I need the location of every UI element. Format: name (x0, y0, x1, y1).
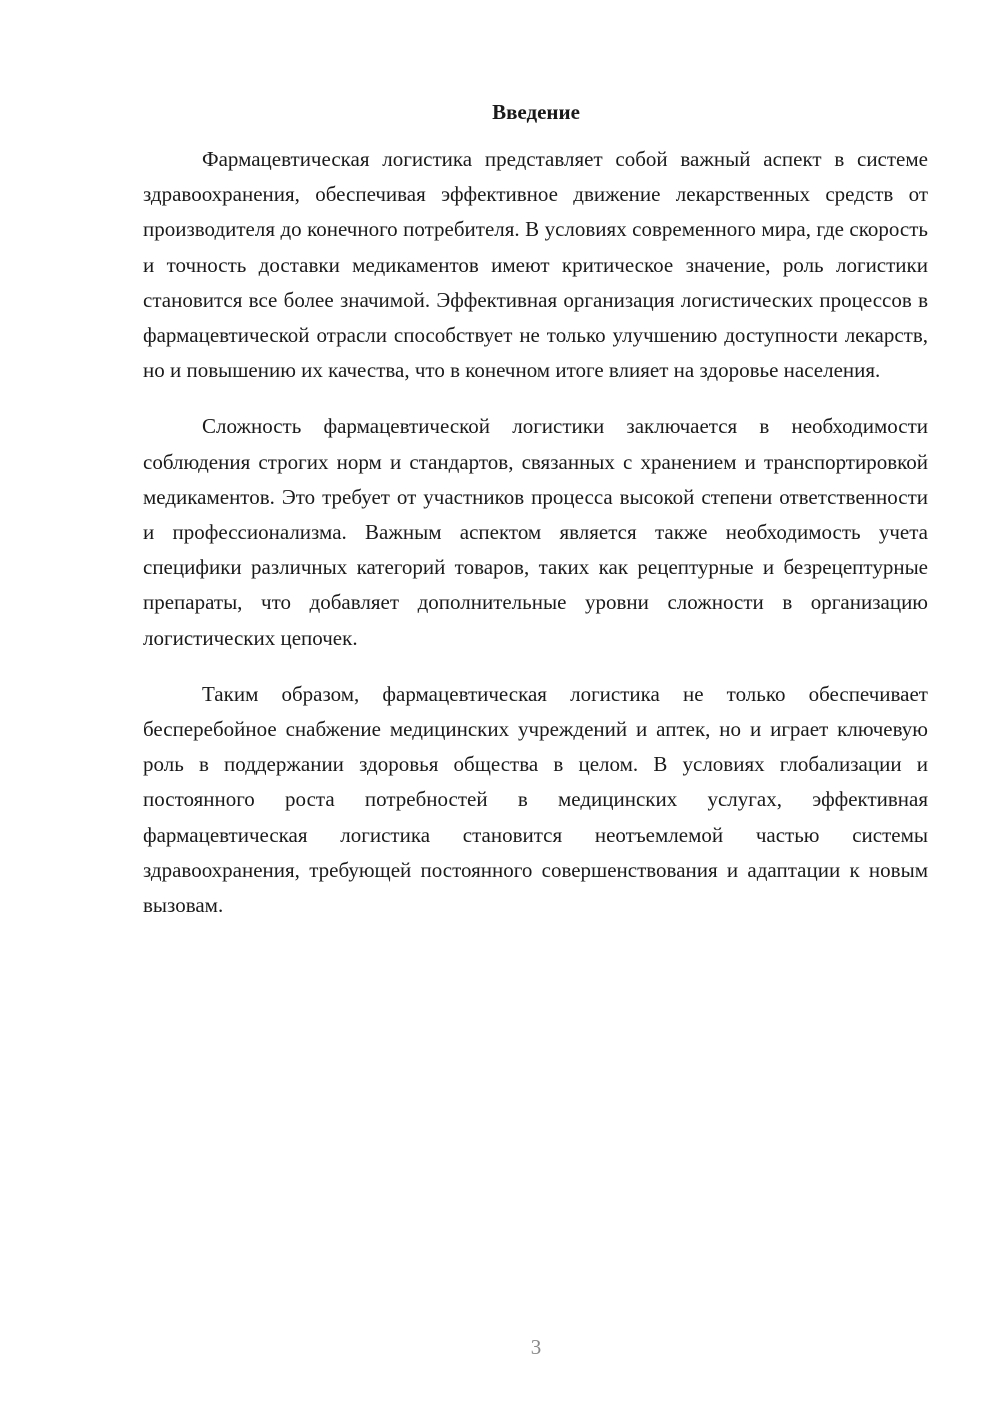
body-text (143, 142, 928, 944)
paragraph-1: Фармацевтическая логистика представляет собой важный аспект в системе здравоохранения, обеспечивая эффективное движение лекарственных средств от производителя до конечного потребителя. В условиях современного мира, где скорость и точность доставки медикаментов имеют критическое значение, роль логистики становится все более значимой. Эффективная организация логистических процессов в фармацевтической отрасли способствует не только улучшению доступности лекарств, но и повышению их качества, что в конечном итоге влияет на здоровье населения. (143, 147, 928, 383)
page-number: 3 (530, 1335, 542, 1359)
paragraph-3: Таким образом, фармацевтическая логистика не только обеспечивает бесперебойное снабжение медицинских учреждений и аптек, но и играет ключевую роль в поддержании здоровья общества в целом. В условиях глобализации и постоянного роста потребностей в медицинских услугах, эффективная фармацевтическая логистика становится неотъемлемой частью системы здравоохранения, требующей постоянного совершенствования и адаптации к новым вызовам. (143, 681, 928, 918)
section-title: Введение (492, 100, 580, 124)
paragraph-2: Сложность фармацевтической логистики заключается в необходимости соблюдения строгих норм и стандартов, связанных с хранением и транспортировкой медикаментов. Это требует от участников процесса высокой степени ответственности и профессионализма. Важным аспектом является также необходимость учета специфики различных категорий товаров, таких как рецептурные и безрецептурные препараты, что добавляет дополнительные уровни сложности в организацию логистических цепочек. (143, 414, 928, 650)
